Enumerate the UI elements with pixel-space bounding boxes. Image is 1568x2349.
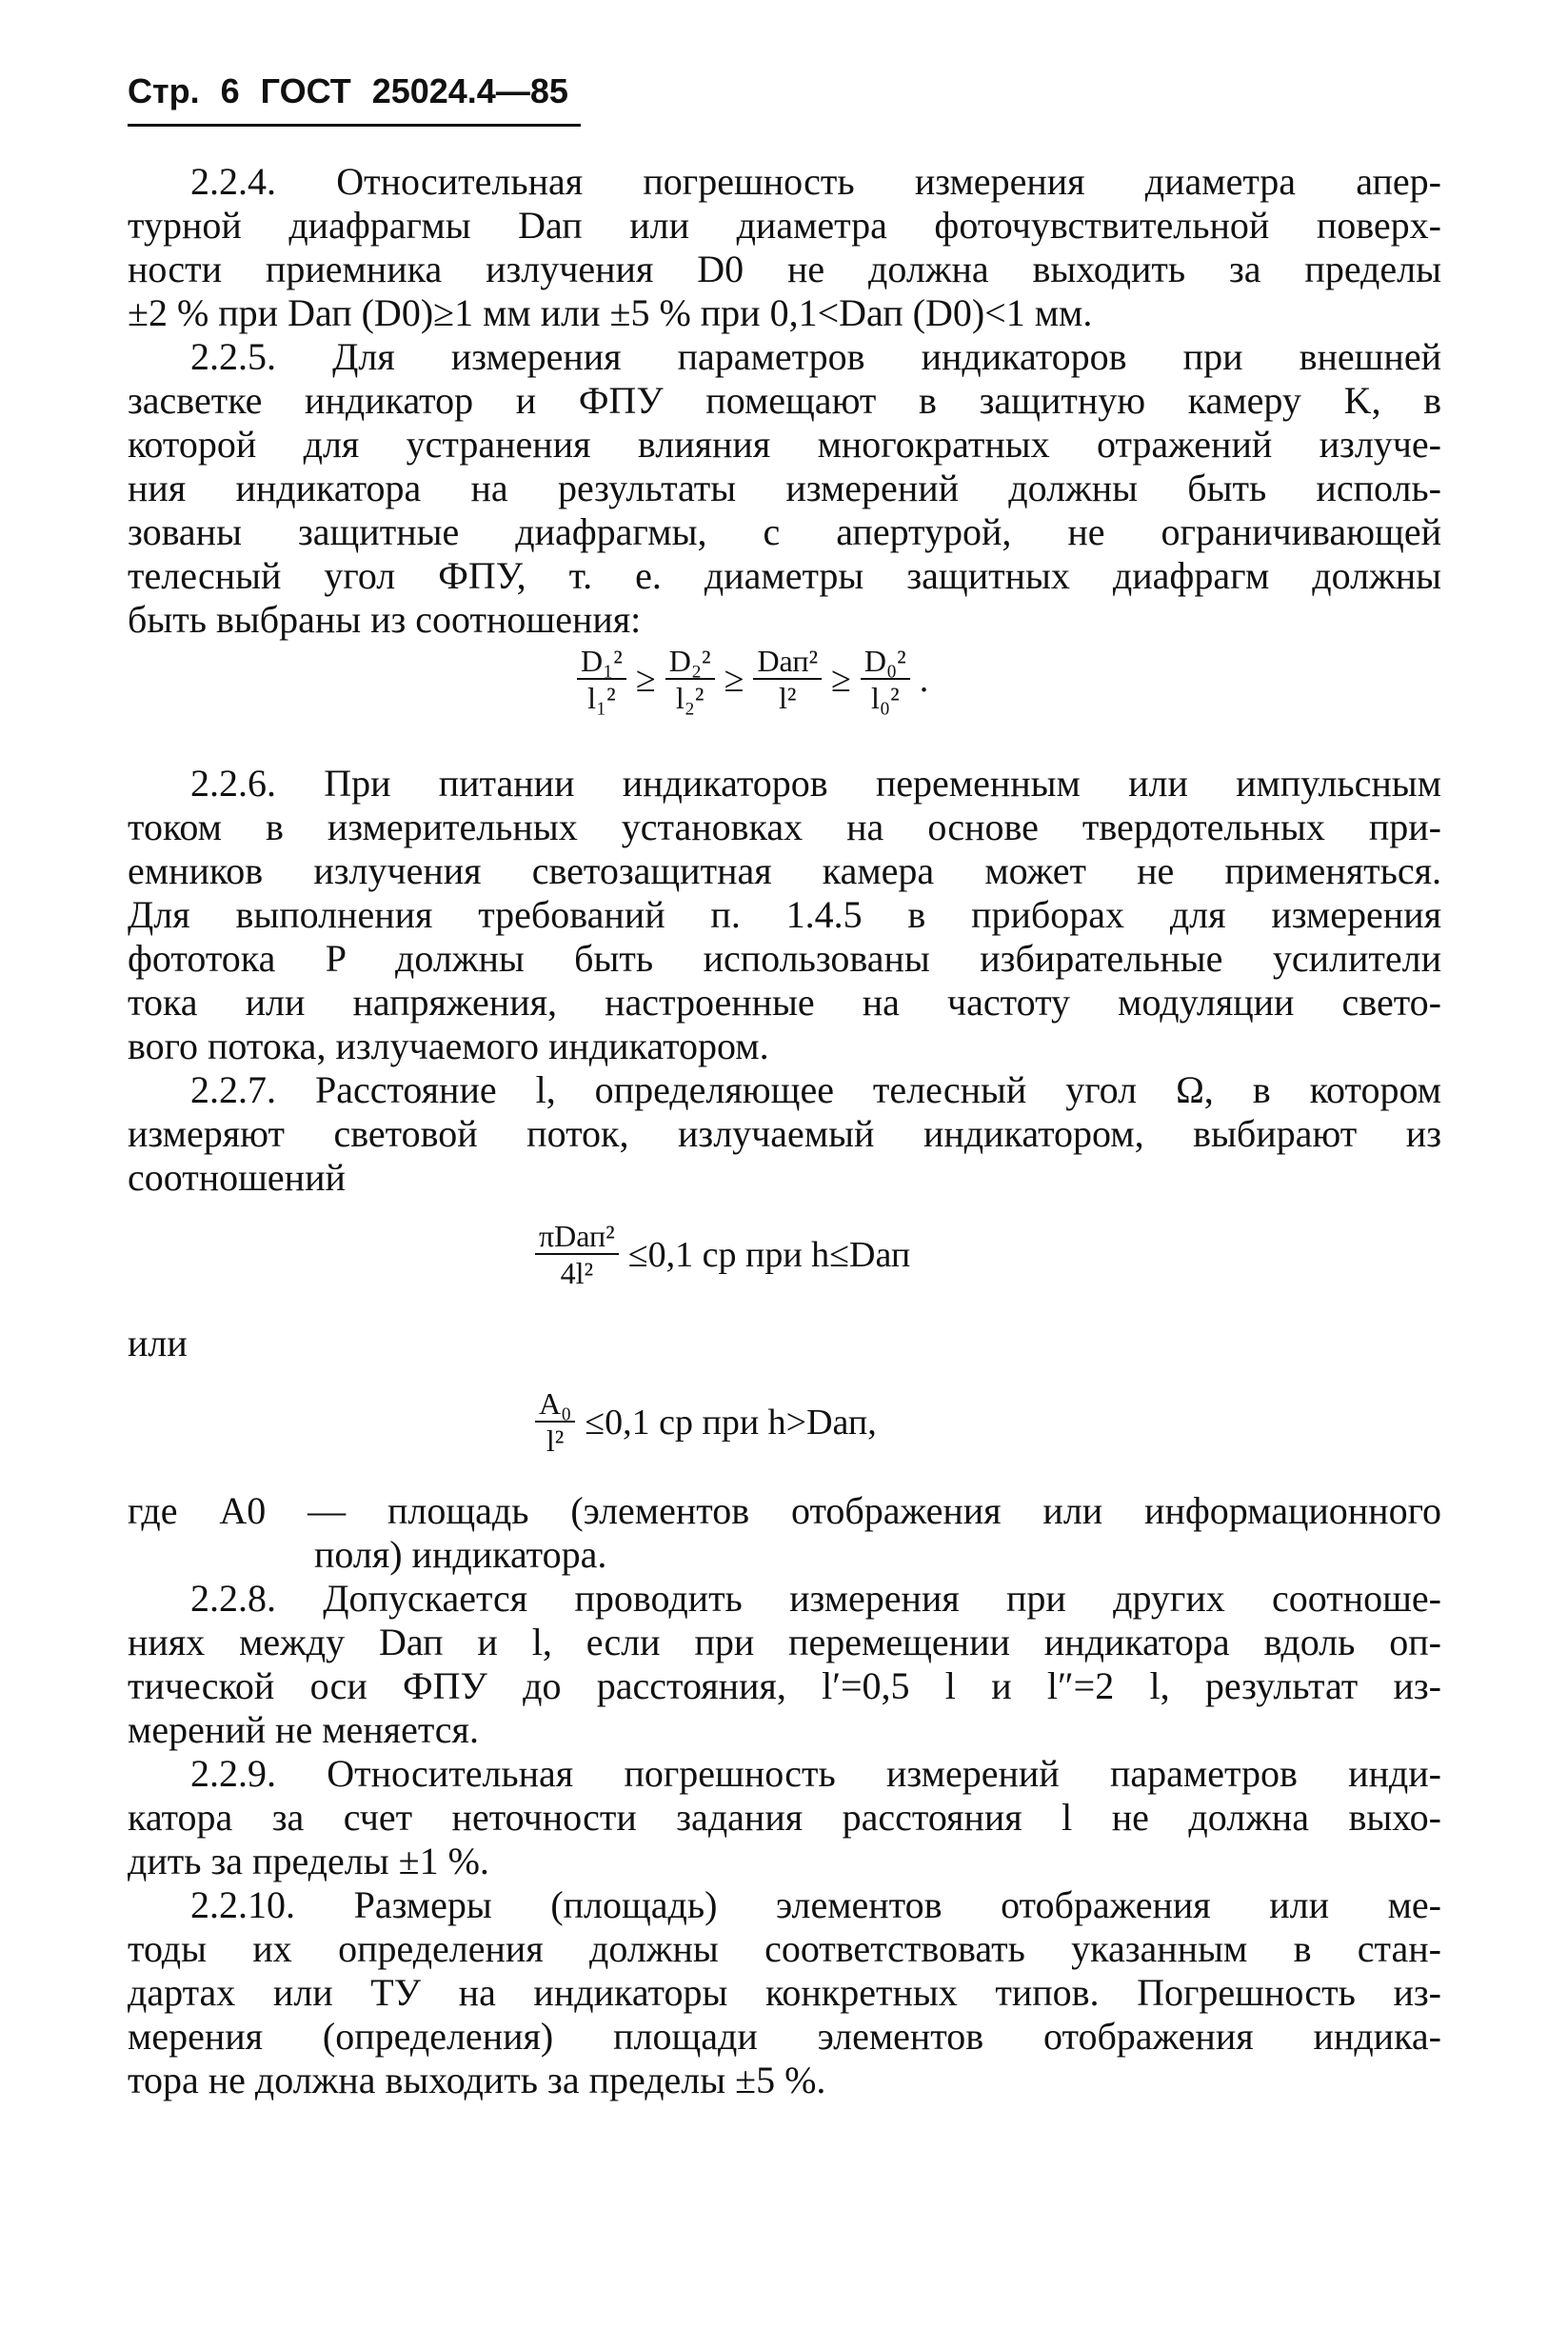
text-line: телесный угол ФПУ, т. е. диаметры защитных диафрагм должны (128, 554, 1441, 597)
page-header (128, 72, 585, 110)
text-line: измеряют световой поток, излучаемый индикатором, выбирают из (128, 1112, 1441, 1155)
text-line: вого потока, излучаемого индикатором. (128, 1025, 769, 1067)
header-rule (128, 124, 581, 127)
text-line: 2.2.9. Относительная погрешность измерений параметров инди- (190, 1752, 1441, 1795)
text-line: емников излучения светозащитная камера может не применяться. (128, 849, 1441, 892)
text-line: 2.2.6. При питании индикаторов переменным или импульсным (190, 762, 1441, 805)
text-line: тока или напряжения, настроенные на частоту модуляции свето- (128, 981, 1441, 1024)
text-line: ±2 % при Dап (D0)≥1 мм или ±5 % при 0,1<Dап (D0)<1 мм. (128, 291, 1093, 334)
page-number: 6 (220, 71, 240, 110)
fraction-term: $\frac{\text{D₂²}}{\text{l₂²}}$ (665, 644, 715, 716)
text-line: ниях между Dап и l, если при перемещении индикатора вдоль оп- (128, 1621, 1441, 1663)
standard-number: 25024.4—85 (371, 71, 568, 110)
text-line: Для выполнения требований п. 1.4.5 в приборах для измерения (128, 893, 1441, 936)
fraction-term: $\frac{\text{D₁²}}{\text{l₁²}}$ (577, 644, 626, 716)
fraction-term: $\frac{\text{πDап²}}{\text{4l²}}$ (535, 1219, 619, 1291)
text-line: фототока P должны быть использованы избирательные усилители (128, 937, 1441, 980)
formula-solid-angle-1: $\frac{\text{πDап²}}{\text{4l²}}$ ≤0,1 ср при h≤Dап (529, 1219, 914, 1291)
text-line: мерений не меняется. (128, 1708, 479, 1751)
text-line: тической оси ФПУ до расстояния, l′=0,5 l и l″=2 l, результат из- (128, 1664, 1441, 1707)
text-line: ния индикатора на результаты измерений должны быть исполь- (128, 467, 1441, 509)
formula-diaphragm-ratio: $\frac{\text{D₁²}}{\text{l₁²}}$ ≥ $\frac{\text{D₂²}}{\text{l₂²}}$ ≥ $\frac{\text{Dап²}}{\text{l²}}$ ≥ $\frac{\text{D₀²}}{\text{l₀²}}$ . (571, 644, 932, 716)
text-line: быть выбраны из соотношения: (128, 598, 642, 641)
text-line: катора за счет неточности задания расстояния l не должна выхо- (128, 1796, 1441, 1839)
text-line: где A0 — площадь (элементов отображения или информационного (128, 1489, 1441, 1532)
fraction-term: $\frac{\text{Dап²}}{\text{l²}}$ (753, 644, 822, 716)
text-line: засветке индикатор и ФПУ помещают в защитную камеру K, в (128, 379, 1441, 422)
text-line: зованы защитные диафрагмы, с апертурой, не ограничивающей (128, 510, 1441, 553)
text-line: 2.2.5. Для измерения параметров индикаторов при внешней (190, 335, 1441, 378)
text-line: 2.2.8. Допускается проводить измерения при других соотноше- (190, 1577, 1441, 1620)
text-line: которой для устранения влияния многократных отражений излуче- (128, 423, 1441, 466)
text-line: дартах или ТУ на индикаторы конкретных типов. Погрешность из- (128, 1971, 1441, 2014)
text-line: тора не должна выходить за пределы ±5 %. (128, 2059, 826, 2101)
text-line: турной диафрагмы Dап или диаметра фоточувствительной поверх- (128, 204, 1441, 247)
text-line: тоды их определения должны соответствовать указанным в стан- (128, 1927, 1441, 1970)
text-line: 2.2.10. Размеры (площадь) элементов отображения или ме- (190, 1883, 1441, 1926)
fraction-term: $\frac{\text{D₀²}}{\text{l₀²}}$ (861, 644, 910, 716)
text-line: соотношений (128, 1156, 346, 1199)
standard-label: ГОСТ (260, 71, 351, 110)
text-line: мерения (определения) площади элементов отображения индика- (128, 2015, 1441, 2058)
formula-solid-angle-2: $\frac{\text{A₀}}{\text{l²}}$ ≤0,1 ср при h>Dап, (529, 1386, 881, 1459)
page-label: Стр. (128, 71, 200, 110)
text-line: 2.2.7. Расстояние l, определяющее телесный угол Ω, в котором (190, 1068, 1441, 1111)
text-line: поля) индикатора. (314, 1533, 607, 1576)
text-line: током в измерительных установках на основе твердотельных при- (128, 806, 1441, 848)
text-line: 2.2.4. Относительная погрешность измерения диаметра апер- (190, 160, 1441, 203)
text-line: дить за пределы ±1 %. (128, 1840, 489, 1882)
fraction-term: $\frac{\text{A₀}}{\text{l²}}$ (535, 1386, 575, 1459)
text-line-or: или (128, 1322, 188, 1364)
text-line: ности приемника излучения D0 не должна выходить за пределы (128, 248, 1441, 290)
